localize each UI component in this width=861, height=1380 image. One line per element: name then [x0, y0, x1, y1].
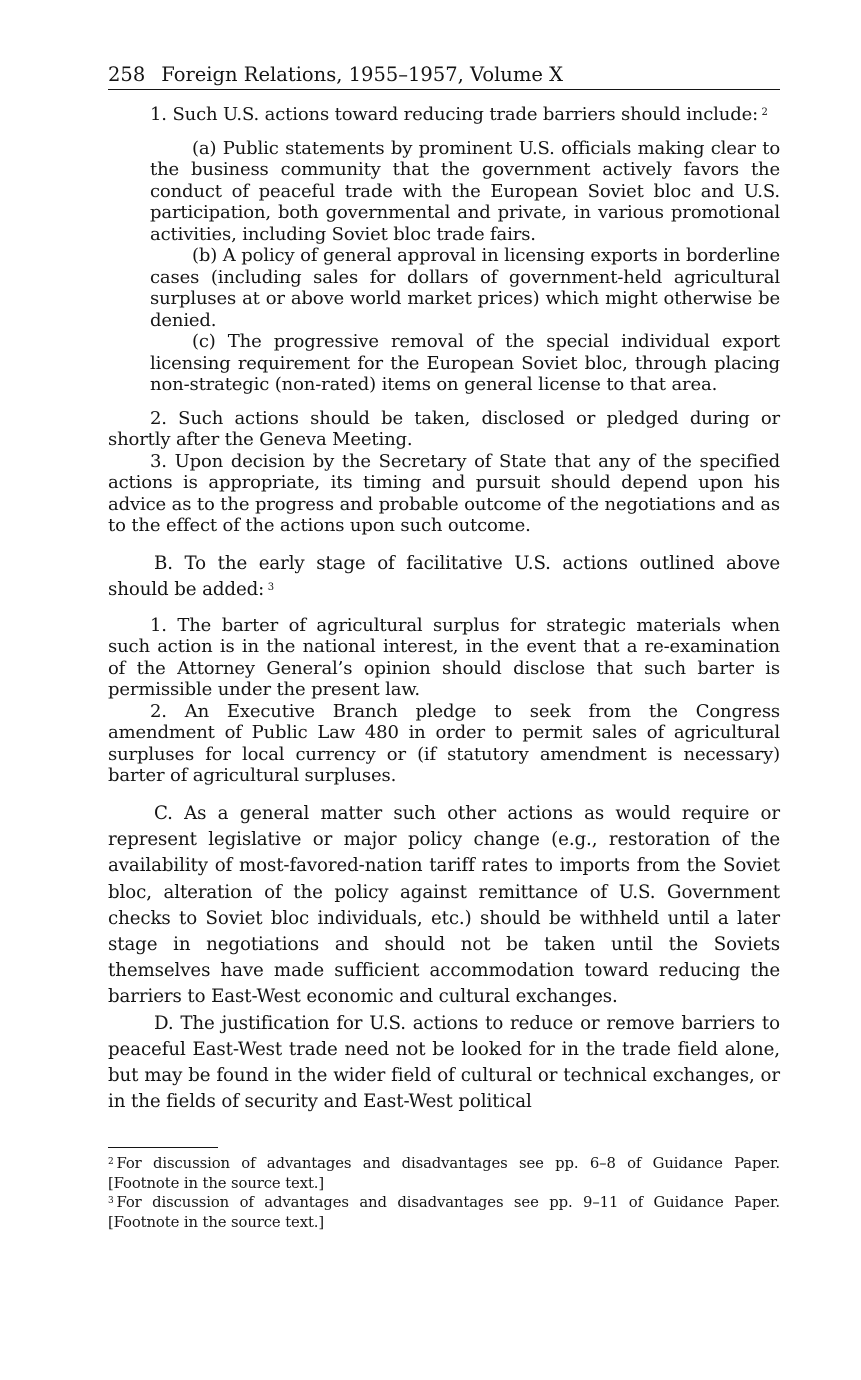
footnote-2-mark: 2 — [108, 1157, 114, 1168]
footnote-2 — [108, 1154, 780, 1193]
paragraph-a2: 2. Such actions should be taken, disclosed or pledged during or shortly after the Geneva Meeting. — [108, 407, 780, 450]
footnote-3 — [108, 1193, 780, 1232]
document-page — [108, 62, 780, 1232]
paragraph-a1b: (b) A policy of general approval in licensing exports in borderline cases (including sales for dollars of government-held agricultural surpluses at or above world market prices) which might otherwise be denied. — [150, 245, 780, 331]
footnote-ref-3: 3 — [267, 581, 275, 593]
running-title: Foreign Relations, 1955–1957, Volume X — [161, 63, 563, 86]
footnote-2-text: For discussion of advantages and disadvantages see pp. 6–8 of Guidance Paper. [Footnote in the source text.] — [108, 1155, 780, 1192]
paragraph-a1c: (c) The progressive removal of the special individual export licensing requirement for the European Soviet bloc, through placing non-strategic (non-rated) items on general license to that area. — [150, 331, 780, 395]
footnote-ref-2: 2 — [761, 107, 768, 118]
paragraph-b — [108, 551, 780, 603]
running-head — [108, 62, 780, 90]
page-number: 258 — [108, 63, 146, 86]
paragraph-b2: 2. An Executive Branch pledge to seek from the Congress amendment of Public Law 480 in order to permit sales of agricultural surpluses for local currency or (if statutory amendment is necessary) barter of agricultural surpluses. — [108, 700, 780, 787]
section-a1-sublist — [108, 138, 780, 396]
paragraph-a3: 3. Upon decision by the Secretary of State that any of the specified actions is appropriate, its timing and pursuit should depend upon his advice as to the progress and probable outcome of the negotiations and as to the effect of the actions upon such outcome. — [108, 450, 780, 536]
section-b-heading — [108, 551, 780, 603]
footnote-divider — [108, 1147, 218, 1148]
footnote-3-text: For discussion of advantages and disadvantages see pp. 9–11 of Guidance Paper. [Footnote in the source text.] — [108, 1194, 780, 1231]
paragraph-b-text: B. To the early stage of facilitative U.S. actions outlined above should be added: — [108, 552, 780, 600]
section-a-list — [108, 104, 780, 126]
paragraph-d: D. The justification for U.S. actions to reduce or remove barriers to peaceful East-West trade need not be looked for in the trade field alone, but may be found in the wider field of cultural or technical exchanges, or in the fields of security and East-West political — [108, 1012, 780, 1113]
paragraph-c: C. As a general matter such other actions as would require or represent legislative or major policy change (e.g., restoration of the availability of most-favored-nation tariff rates to imports from the Soviet bloc, alteration of the policy against remittance of U.S. Government checks to Soviet bloc individuals, etc.) should be withheld until a later stage in negotiations and should not be taken until the Soviets themselves have made sufficient accommodation toward reducing the barriers to East-West economic and cultural exchanges. — [108, 802, 780, 1008]
paragraph-a1 — [108, 104, 780, 126]
paragraph-a1a: (a) Public statements by prominent U.S. officials making clear to the business community that the government actively favors the conduct of peaceful trade with the European Soviet bloc and U.S. participation, both governmental and private, in various promotional activities, including Soviet bloc trade fairs. — [150, 137, 780, 245]
section-a-continued — [108, 408, 780, 537]
paragraph-b1: 1. The barter of agricultural surplus for strategic materials when such action is in the national interest, in the event that a re-examination of the Attorney General’s opinion should disclose that such barter is permissible under the present law. — [108, 614, 780, 701]
sections-c-d — [108, 801, 780, 1115]
section-b-list — [108, 615, 780, 787]
paragraph-a1-text: 1. Such U.S. actions toward reducing trade barriers should include: — [150, 104, 759, 125]
footnotes — [108, 1154, 780, 1232]
footnote-3-mark: 3 — [108, 1196, 114, 1207]
